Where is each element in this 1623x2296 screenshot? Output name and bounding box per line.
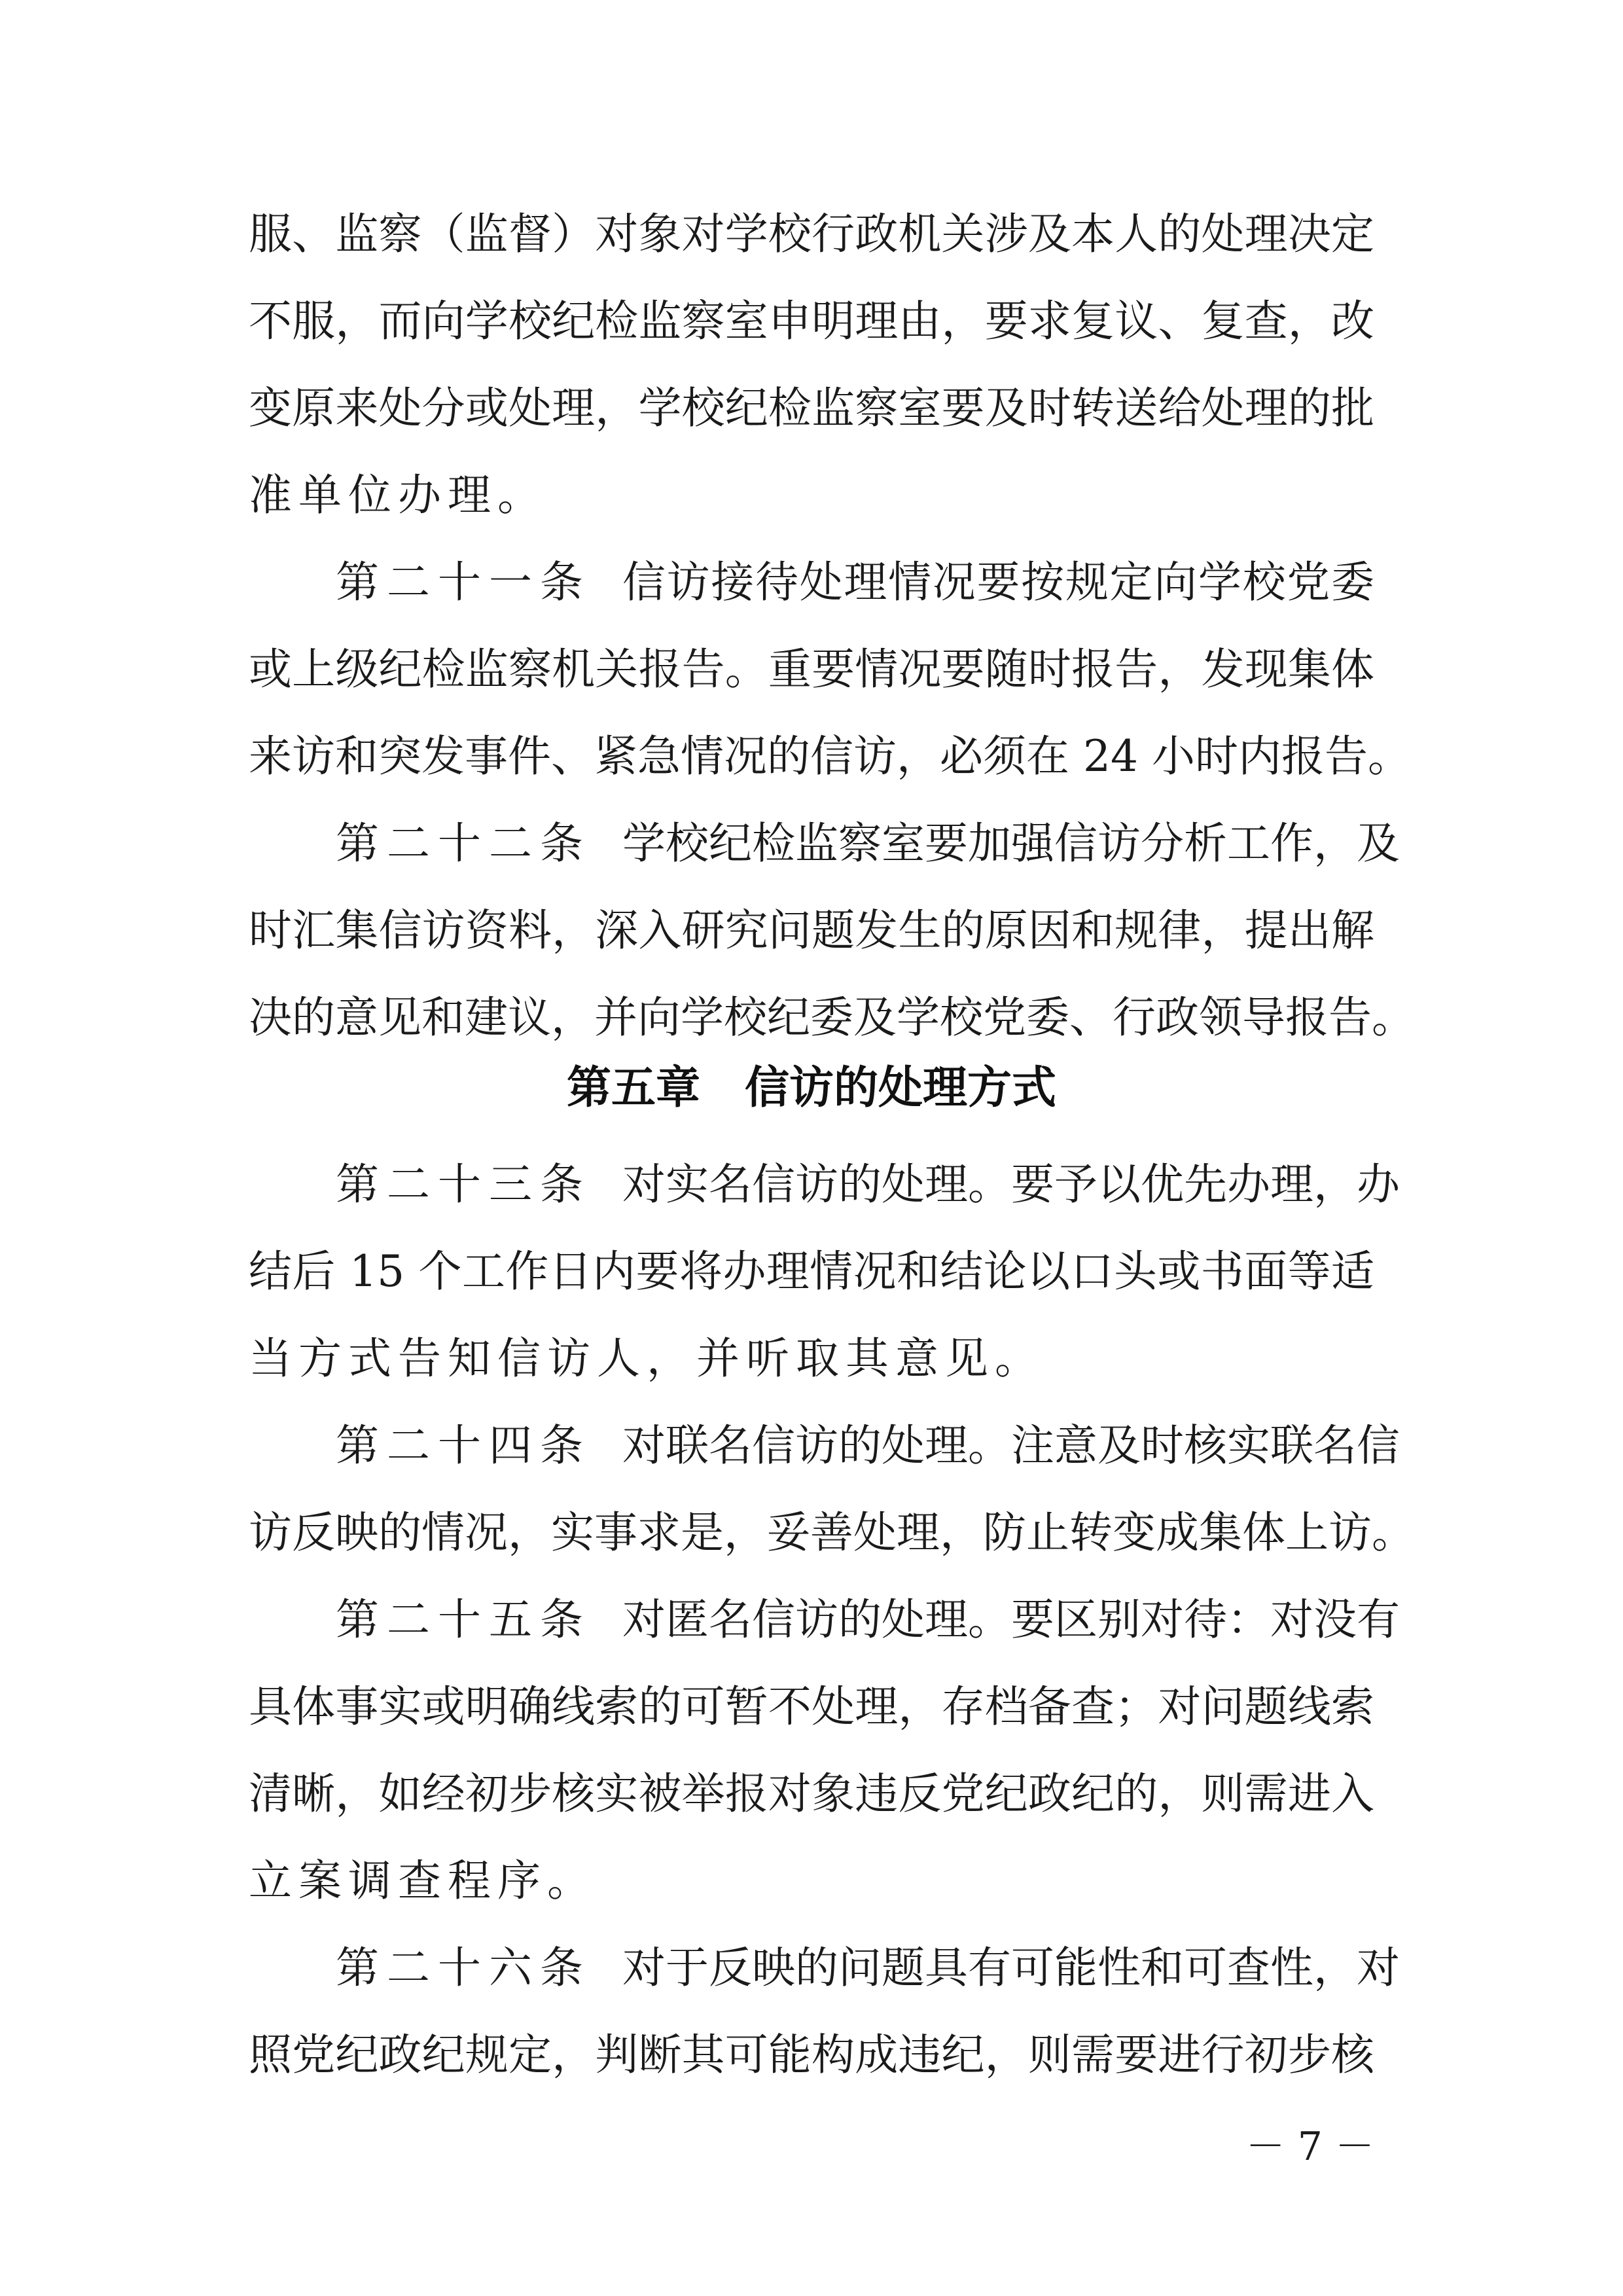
page-number: － 7 －	[1245, 2124, 1374, 2170]
body-text-line: 决的意见和建议，并向学校纪委及学校党委、行政领导报告。	[249, 992, 1415, 1043]
body-text-line: 具体事实或明确线索的可暂不处理，存档备查；对问题线索	[249, 1681, 1374, 1732]
body-text-line: 清晰，如经初步核实被举报对象违反党纪政纪的，则需进入	[249, 1768, 1374, 1819]
body-text-line: 不服，而向学校纪检监察室申明理由，要求复议、复查，改	[249, 296, 1374, 346]
article-number: 第二十六条	[336, 1943, 591, 1993]
body-text-line: 准单位办理。	[249, 470, 547, 520]
article-first-line	[336, 1420, 1400, 1472]
article-number: 第二十四条	[336, 1420, 591, 1471]
body-text-line: 当方式告知信访人，并听取其意见。	[249, 1333, 1044, 1384]
body-text-line: 对于反映的问题具有可能性和可查性，对	[622, 1943, 1400, 1993]
article-number: 第二十一条	[336, 557, 591, 607]
body-text-line: 时汇集信访资料，深入研究问题发生的原因和规律，提出解	[249, 905, 1374, 956]
body-text-line: 来访和突发事件、紧急情况的信访，必须在 24 小时内报告。	[249, 731, 1411, 781]
body-text-line: 对联名信访的处理。注意及时核实联名信	[622, 1420, 1400, 1471]
article-first-line	[336, 556, 1374, 609]
body-text-line: 照党纪政纪规定，判断其可能构成违纪，则需要进行初步核	[249, 2030, 1374, 2080]
article-number: 第二十五条	[336, 1594, 591, 1645]
body-text-line: 信访接待处理情况要按规定向学校党委	[622, 557, 1374, 607]
body-text-line: 学校纪检监察室要加强信访分析工作，及	[622, 818, 1400, 869]
body-text-line: 结后 15 个工作日内要将办理情况和结论以口头或书面等适	[249, 1246, 1374, 1297]
body-text-line: 服、监察（监督）对象对学校行政机关涉及本人的处理决定	[249, 209, 1374, 259]
body-text-line: 或上级纪检监察机关报告。重要情况要随时报告，发现集体	[249, 644, 1374, 694]
body-text-line: 对实名信访的处理。要予以优先办理，办	[622, 1159, 1400, 1210]
article-number: 第二十二条	[336, 818, 591, 869]
body-text-line: 立案调查程序。	[249, 1856, 597, 1906]
article-number: 第二十三条	[336, 1159, 591, 1210]
chapter-title: 第五章 信访的处理方式	[566, 1062, 1056, 1114]
article-first-line	[336, 817, 1400, 870]
article-first-line	[336, 1158, 1400, 1211]
body-text-line: 变原来处分或处理，学校纪检监察室要及时转送给处理的批	[249, 383, 1374, 433]
body-text-line: 访反映的情况，实事求是，妥善处理，防止转变成集体上访。	[249, 1507, 1415, 1558]
article-first-line	[336, 1594, 1400, 1646]
body-text-line: 对匿名信访的处理。要区别对待：对没有	[622, 1594, 1400, 1645]
article-first-line	[336, 1942, 1400, 1994]
